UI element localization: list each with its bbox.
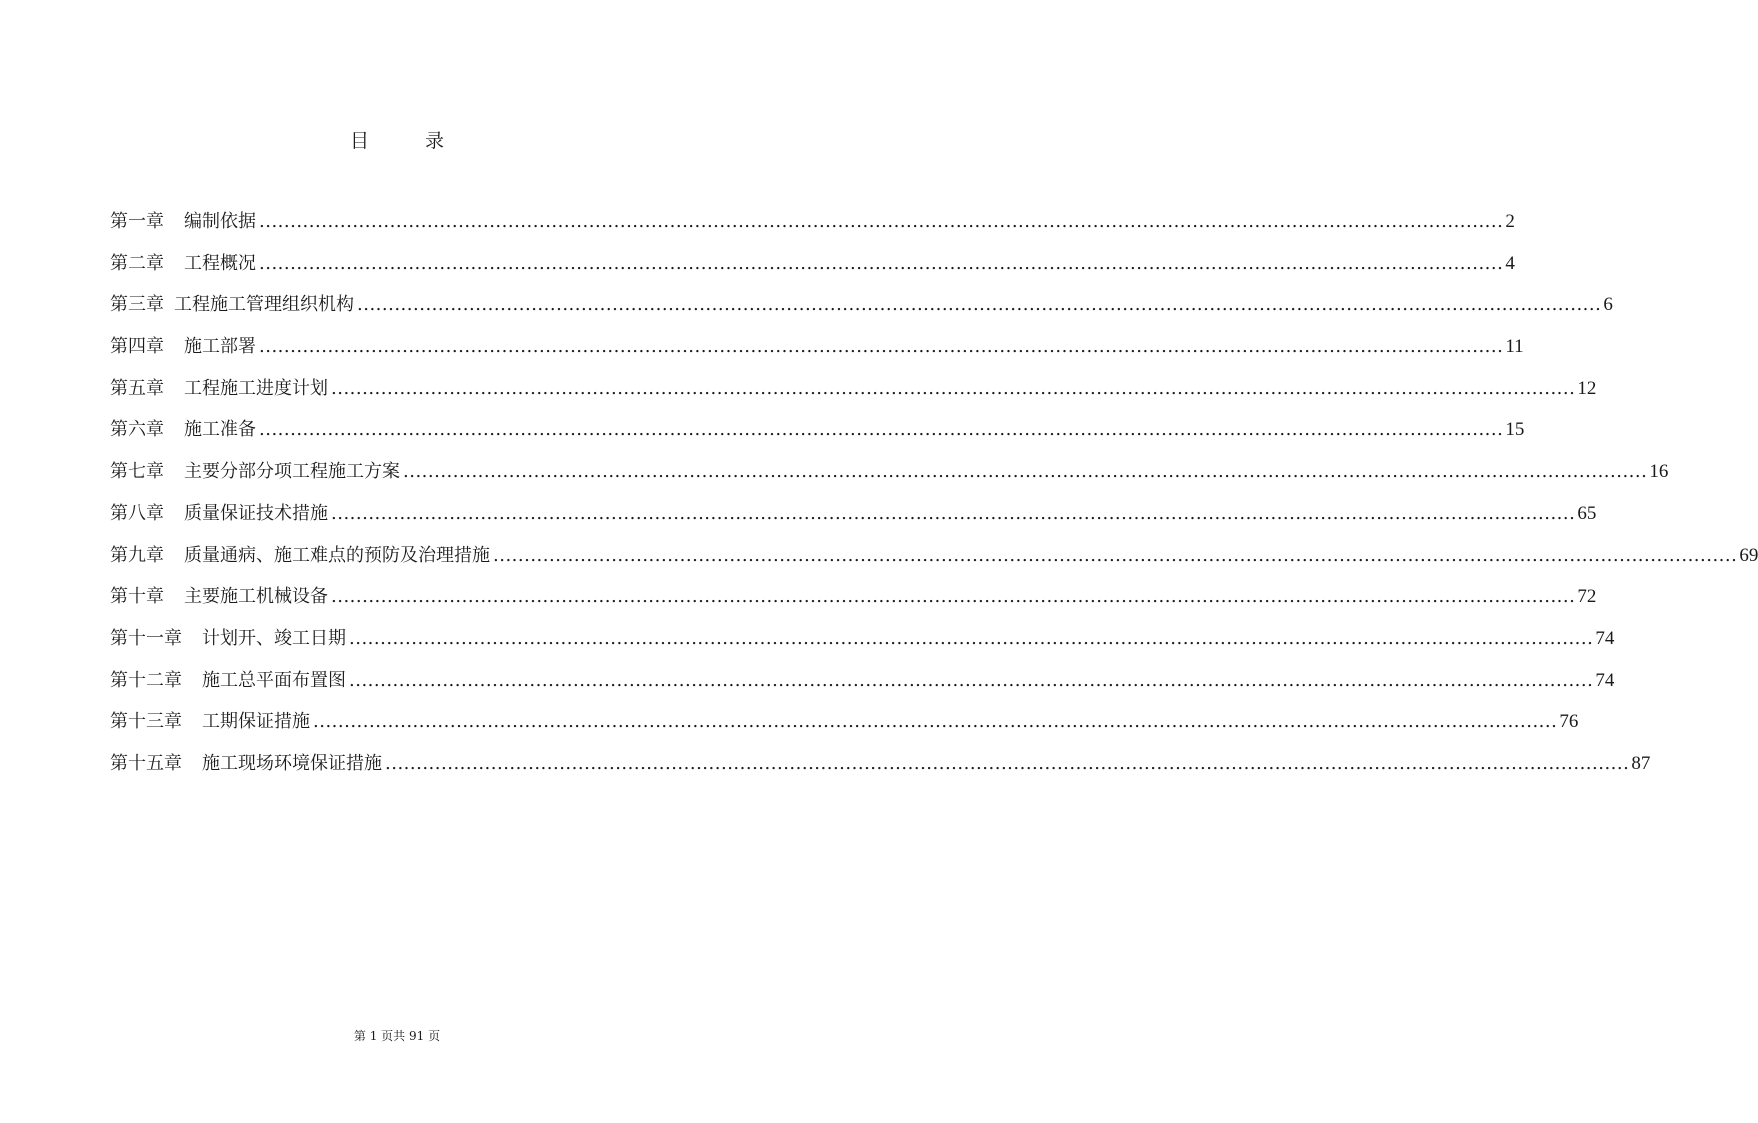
toc-heading: 主要分部分项工程施工方案	[184, 461, 400, 483]
toc-entry[interactable]	[110, 665, 1615, 707]
toc-entry[interactable]	[110, 498, 1597, 540]
toc-dot-leader: ........................................................................................................................................................................................................	[259, 211, 1504, 232]
toc-entry[interactable]	[110, 623, 1615, 665]
toc-heading: 主要施工机械设备	[184, 586, 328, 608]
toc-page-number: 2	[1505, 211, 1515, 232]
toc-heading: 施工现场环境保证措施	[202, 752, 382, 774]
toc-dot-leader: ........................................................................................................................................................................................................	[331, 377, 1576, 399]
toc-heading: 工期保证措施	[202, 711, 310, 733]
toc-page-number: 87	[1631, 752, 1651, 774]
toc-page-number: 72	[1577, 586, 1597, 608]
toc-entry[interactable]	[110, 414, 1525, 456]
toc-dot-leader: ........................................................................................................................................................................................................	[259, 252, 1504, 274]
toc-heading: 工程概况	[184, 252, 256, 274]
title-char-2: 录	[425, 130, 445, 152]
page-footer: 第 1 页共 91 页	[353, 1029, 441, 1043]
toc-chapter-number: 第十章	[110, 586, 164, 608]
toc-entry[interactable]	[110, 248, 1515, 290]
toc-page-number: 11	[1505, 336, 1524, 358]
toc-chapter-number: 第七章	[110, 461, 164, 483]
toc-chapter-number: 第一章	[110, 211, 164, 232]
toc-chapter-number: 第五章	[110, 377, 164, 399]
toc-chapter-number: 第十五章	[110, 752, 182, 774]
toc-page-number: 6	[1603, 294, 1613, 316]
toc-chapter-number: 第四章	[110, 336, 164, 358]
toc-dot-leader: ........................................................................................................................................................................................................	[493, 544, 1738, 566]
toc-page-number: 12	[1577, 377, 1597, 399]
toc-dot-leader: ........................................................................................................................................................................................................	[331, 502, 1576, 524]
toc-page-number: 76	[1559, 711, 1579, 733]
toc-heading: 工程施工进度计划	[184, 377, 328, 399]
table-of-contents	[110, 206, 1758, 790]
toc-dot-leader: ........................................................................................................................................................................................................	[313, 711, 1558, 733]
toc-entry[interactable]	[110, 373, 1597, 415]
toc-entry[interactable]	[110, 456, 1669, 498]
toc-dot-leader: ........................................................................................................................................................................................................	[259, 419, 1504, 441]
toc-chapter-number: 第八章	[110, 502, 164, 524]
toc-page-number: 74	[1595, 627, 1615, 649]
toc-chapter-number: 第十一章	[110, 627, 182, 649]
toc-chapter-number: 第九章	[110, 544, 164, 566]
toc-page-number: 65	[1577, 502, 1597, 524]
toc-heading: 计划开、竣工日期	[202, 627, 346, 649]
toc-dot-leader: ........................................................................................................................................................................................................	[385, 752, 1630, 774]
toc-heading: 施工总平面布置图	[202, 669, 346, 691]
toc-dot-leader: ........................................................................................................................................................................................................	[259, 336, 1504, 358]
toc-chapter-number: 第十二章	[110, 669, 182, 691]
toc-dot-leader: ........................................................................................................................................................................................................	[331, 586, 1576, 608]
toc-dot-leader: ........................................................................................................................................................................................................	[357, 294, 1602, 316]
toc-chapter-number: 第十三章	[110, 711, 182, 733]
toc-entry[interactable]	[110, 331, 1524, 373]
toc-page-number: 69	[1739, 544, 1758, 566]
toc-heading: 施工准备	[184, 419, 256, 441]
toc-entry[interactable]	[110, 540, 1758, 582]
page-title	[0, 126, 794, 153]
toc-heading: 质量保证技术措施	[184, 502, 328, 524]
toc-heading: 质量通病、施工难点的预防及治理措施	[184, 544, 490, 566]
toc-heading: 工程施工管理组织机构	[174, 294, 354, 316]
toc-entry[interactable]	[110, 748, 1651, 790]
toc-chapter-number: 第二章	[110, 252, 164, 274]
toc-chapter-number: 第三章	[110, 294, 164, 316]
title-char-1: 目	[349, 130, 369, 152]
toc-heading: 编制依据	[184, 211, 256, 232]
toc-page-number: 16	[1649, 461, 1669, 483]
toc-entry[interactable]	[110, 706, 1579, 748]
toc-page-number: 74	[1595, 669, 1615, 691]
toc-entry[interactable]	[110, 581, 1597, 623]
toc-entry[interactable]	[110, 206, 1515, 248]
toc-page-number: 15	[1505, 419, 1525, 441]
toc-page-number: 4	[1505, 252, 1515, 274]
toc-heading: 施工部署	[184, 336, 256, 358]
toc-dot-leader: ........................................................................................................................................................................................................	[349, 669, 1594, 691]
toc-chapter-number: 第六章	[110, 419, 164, 441]
toc-dot-leader: ........................................................................................................................................................................................................	[349, 627, 1594, 649]
toc-entry[interactable]	[110, 289, 1613, 331]
toc-dot-leader: ........................................................................................................................................................................................................	[403, 461, 1648, 483]
